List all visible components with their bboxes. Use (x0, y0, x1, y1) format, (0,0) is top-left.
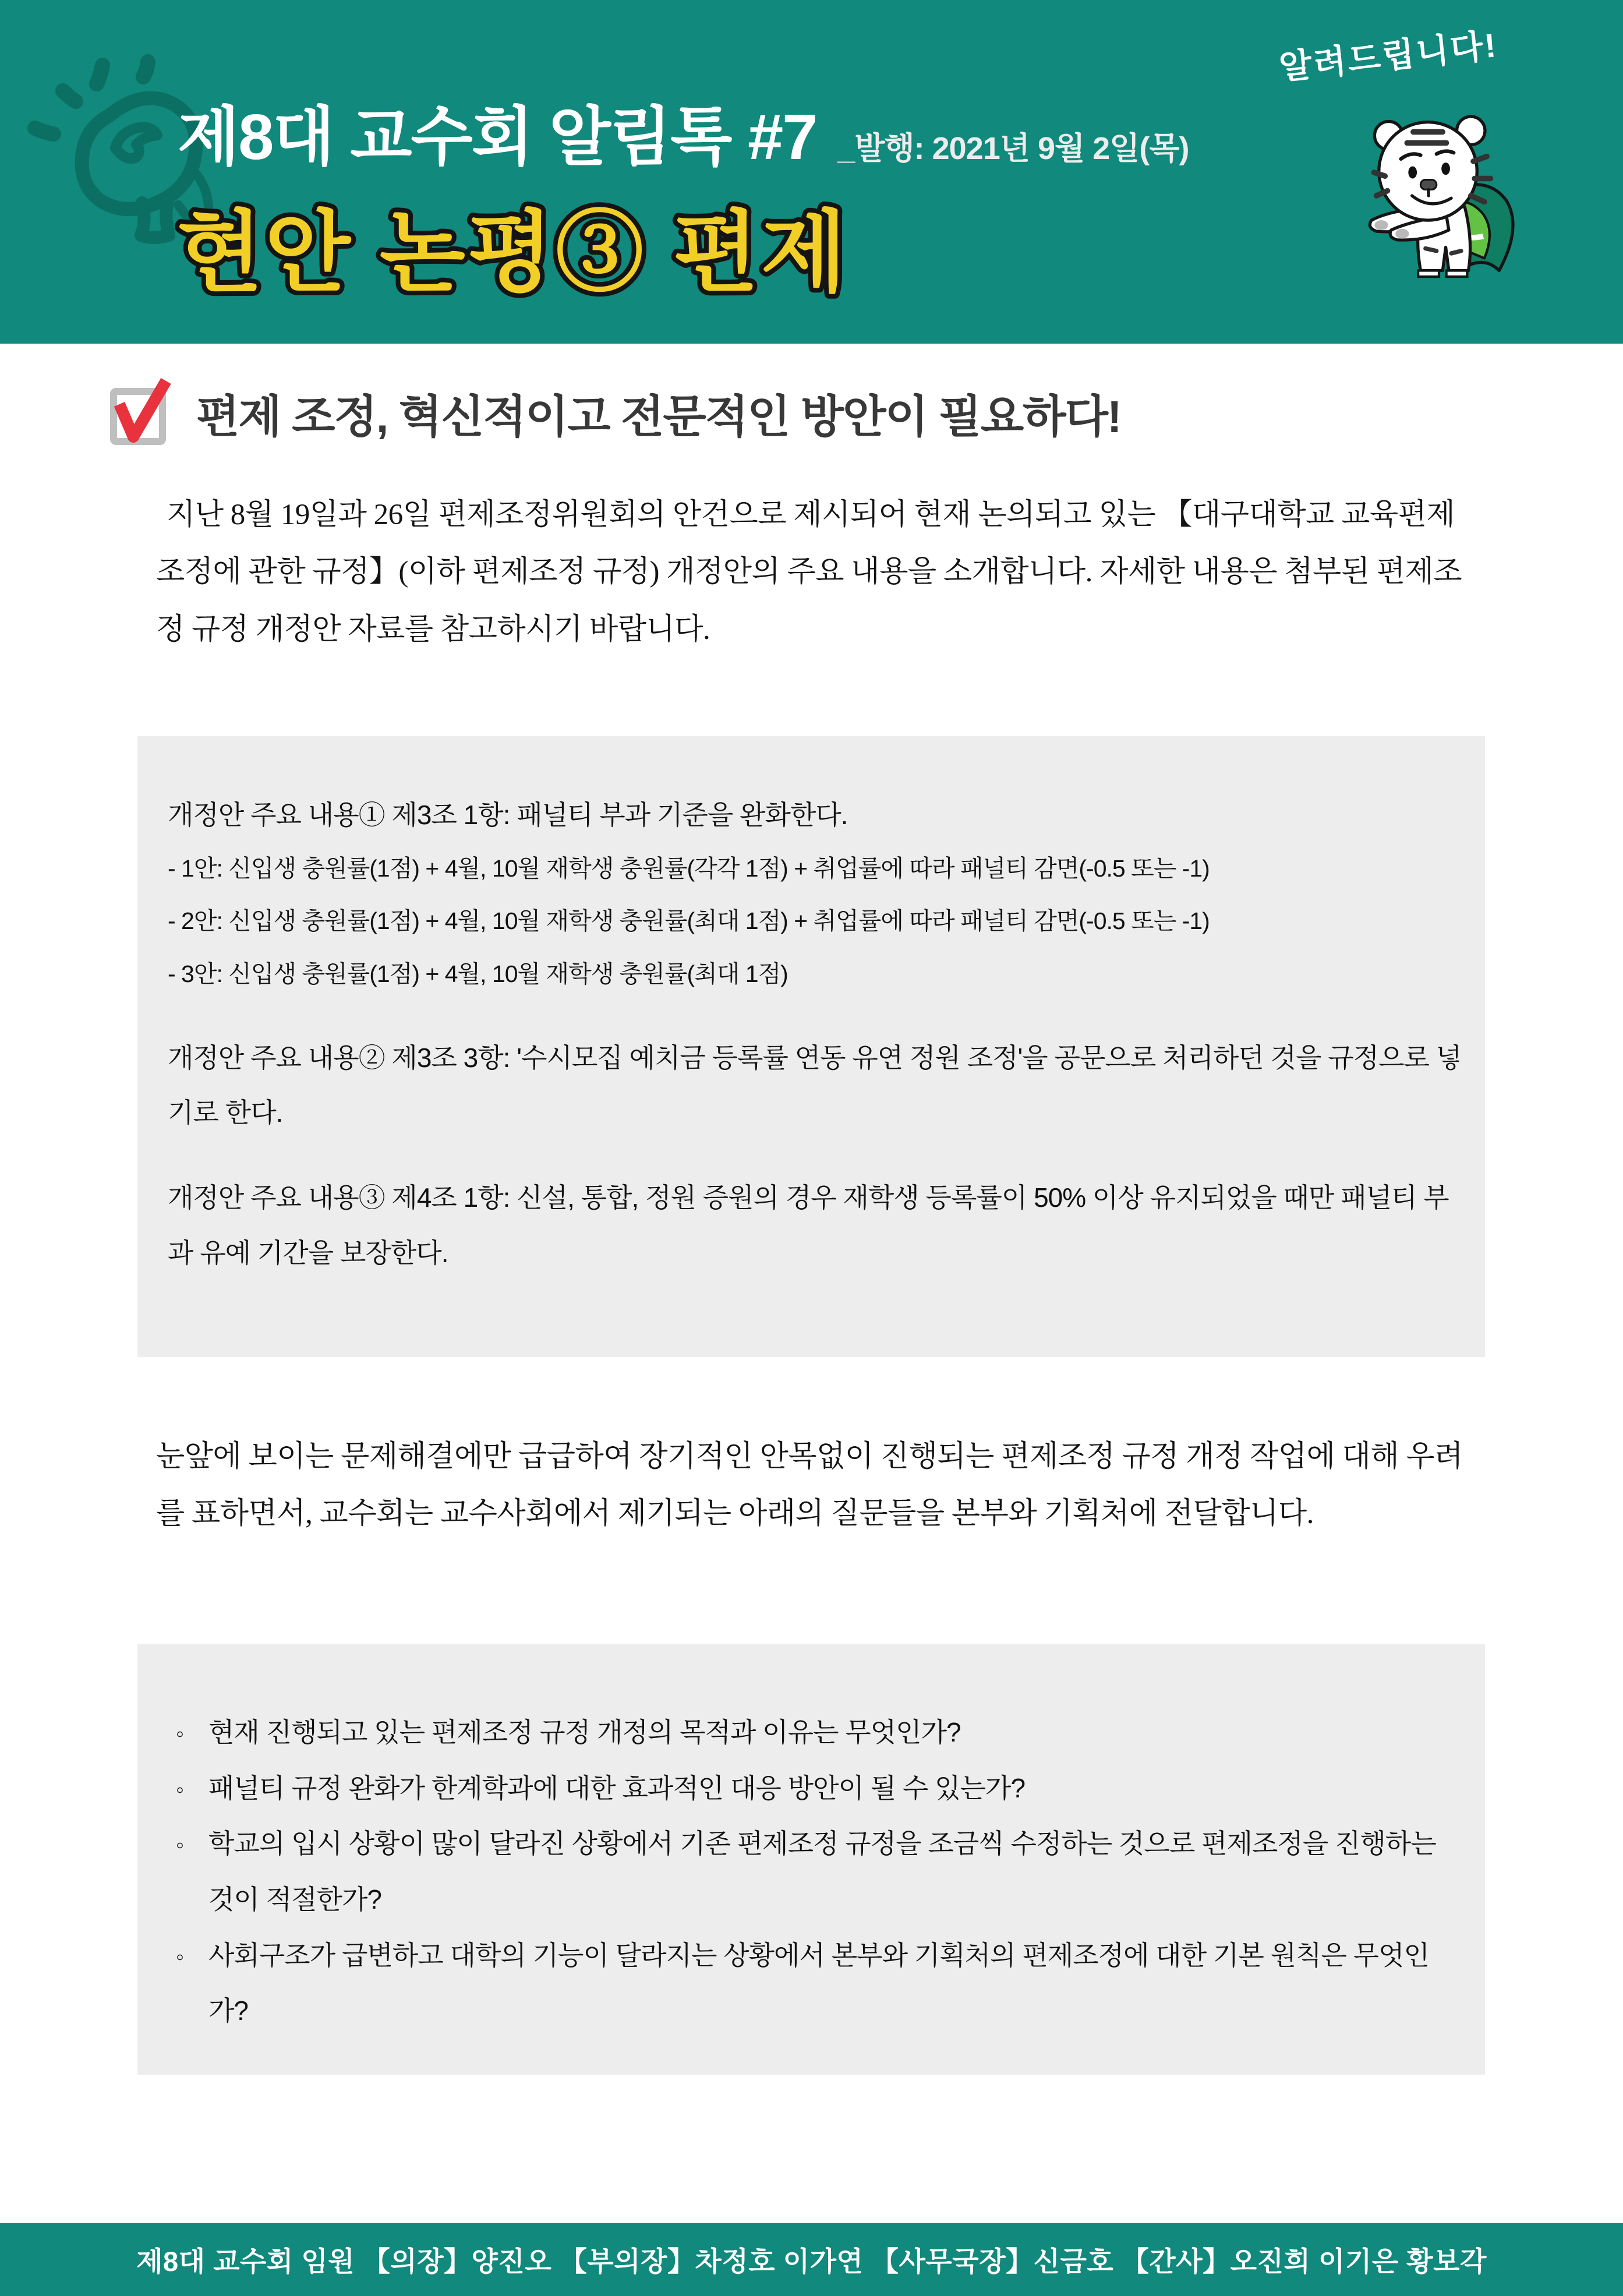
question-item (176, 1928, 1444, 2039)
headline-section (108, 377, 1121, 446)
question-text: 사회구조가 급변하고 대학의 기능이 달라지는 상황에서 본부와 기획처의 편제조정에 대한 기본 원칙은 무엇인가? (208, 1940, 1429, 2026)
questions-box (137, 1644, 1485, 2075)
newsletter-title: 제8대 교수회 알림톡 #7 (178, 101, 817, 173)
question-text: 현재 진행되고 있는 편제조정 규정 개정의 목적과 이유는 무엇인가? (208, 1717, 961, 1747)
main-heading: 편제 조정, 혁신적이고 전문적인 방안이 필요하다! (196, 392, 1121, 442)
question-text: 패널티 규정 완화가 한계학과에 대한 효과적인 대응 방안이 될 수 있는가? (208, 1772, 1026, 1803)
revision-item-heading: 개정안 주요 내용③ 제4조 1항: 신설, 통합, 정원 증원의 경우 재학생 등록률이 50% 이상 유지되었을 때만 패널티 부과 유예 기간을 보장한다. (168, 1182, 1449, 1268)
tiger-mascot-icon (1350, 104, 1528, 288)
question-text: 학교의 입시 상황이 많이 달라진 상황에서 기존 편제조정 규정을 조금씩 수정하는 것으로 편제조정을 진행하는 것이 적절한가? (208, 1828, 1436, 1915)
mascot-speech: 알려드립니다! (1277, 26, 1500, 87)
bullet-icon: ◦ (176, 1832, 184, 1859)
subtitle-banner (170, 185, 1451, 319)
closing-paragraph: 눈앞에 보이는 문제해결에만 급급하여 장기적인 안목없이 진행되는 편제조정 규정 개정 작업에 대해 우려를 표하면서, 교수회는 교수사회에서 제기되는 아래의 질문들을 본부와 기획처에 전달합니다. (156, 1440, 1463, 1531)
checkbox-icon (108, 374, 172, 446)
revision-item-heading: 개정안 주요 내용① 제3조 1항: 패널티 부과 기준을 완화한다. (168, 800, 848, 830)
revision-item-bullet: - 1안: 신입생 충원률(1점) + 4월, 10월 재학생 충원률(각각 1점) + 취업률에 따라 패널티 감면(-0.5 또는 -1) (168, 855, 1210, 882)
question-item (176, 1761, 1444, 1817)
bullet-icon: ◦ (176, 1721, 184, 1747)
intro-paragraph: 지난 8월 19일과 26일 편제조정위원회의 안건으로 제시되어 현재 논의되고 있는 【대구대학교 교육편제 조정에 관한 규정】(이하 편제조정 규정) 개정안의 주요 내용을 소개합니다. 자세한 내용은 첨부된 편제조정 규정 개정안 자료를 참고하시기 바랍니다. (156, 499, 1462, 646)
revision-item (168, 787, 1462, 1000)
header-banner (0, 0, 1623, 344)
revision-summary-box (137, 736, 1485, 1357)
footer-bar (0, 2223, 1623, 2296)
revision-item (168, 1030, 1462, 1140)
revision-item (168, 1170, 1462, 1280)
revision-item-heading: 개정안 주요 내용② 제3조 3항: '수시모집 예치금 등록률 연동 유연 정원 조정'을 공문으로 처리하던 것을 규정으로 넣기로 한다. (168, 1042, 1462, 1128)
question-item (176, 1816, 1444, 1927)
subtitle-text: 현안 논평③ 편제 (177, 203, 849, 302)
issue-date: _발행: 2021년 9월 2일(목) (837, 131, 1189, 166)
question-item (176, 1705, 1444, 1761)
bullet-icon: ◦ (176, 1944, 184, 1970)
revision-item-bullet: - 3안: 신입생 충원률(1점) + 4월, 10월 재학생 충원률(최대 1점) (168, 960, 788, 987)
header-title-row (178, 102, 1189, 172)
footer-officers: 제8대 교수회 임원 【의장】양진오 【부의장】차정호 이가연 【사무국장】신금호 【간사】오진희 이기은 황보각 (136, 2246, 1487, 2277)
bullet-icon: ◦ (176, 1776, 184, 1803)
revision-item-bullet: - 2안: 신입생 충원률(1점) + 4월, 10월 재학생 충원률(최대 1점) + 취업률에 따라 패널티 감면(-0.5 또는 -1) (168, 907, 1210, 935)
